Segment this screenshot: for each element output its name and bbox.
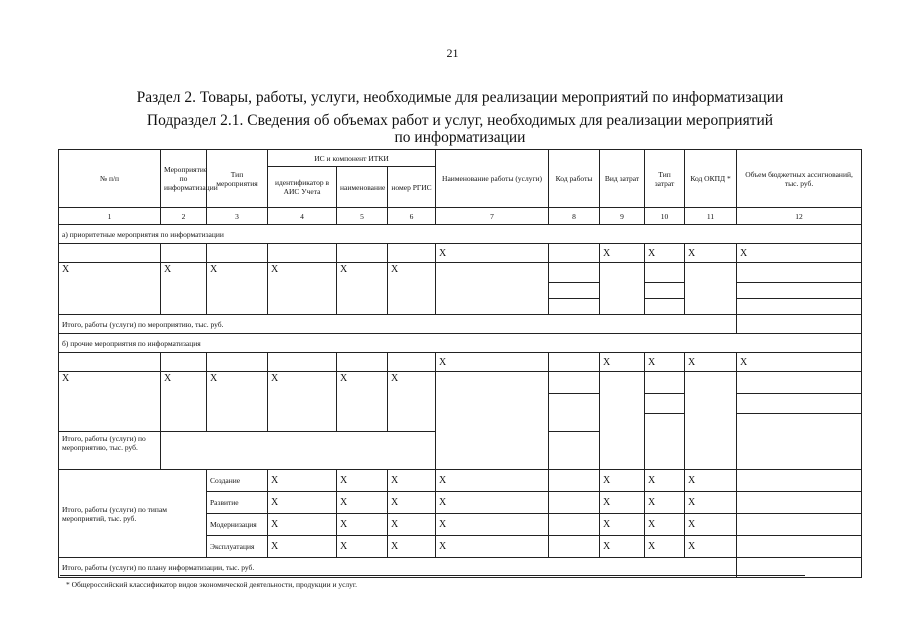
header-cost-type: Вид затрат [600,150,645,208]
event-type-create: Создание [207,470,268,492]
mark-cell: X [436,492,549,514]
subsection-heading-continued: по информатизации [394,129,526,146]
header-event-type: Тип мероприятия [207,150,268,208]
mark-cell: X [685,492,737,514]
col-number: 2 [161,208,207,225]
col-number: 3 [207,208,268,225]
section-a-title: а) приоритетные мероприятия по информатизации [59,225,862,244]
mark-cell: X [337,536,388,558]
mark-cell: X [268,263,337,315]
event-type-develop: Развитие [207,492,268,514]
table-row [59,263,862,283]
mark-cell: X [268,536,337,558]
subsection-heading: Подраздел 2.1. Сведения об объемах работ и услуг, необходимых для реализации мероприятий [146,112,774,129]
col-number: 1 [59,208,161,225]
column-numbers-row [59,208,862,225]
mark-cell: X [161,263,207,315]
col-number: 10 [645,208,685,225]
mark-cell: X [600,244,645,263]
total-per-event-b-label: Итого, работы (услуги) по мероприятию, тыс. руб. [59,432,161,470]
table-row [59,353,862,372]
mark-cell: X [600,353,645,372]
mark-cell: X [337,514,388,536]
table-row [59,372,862,394]
mark-cell: X [436,244,549,263]
header-ais-id: идентификатор в АИС Учета [268,167,337,208]
work-services-table [58,149,862,578]
mark-cell: X [268,372,337,432]
mark-cell: X [436,470,549,492]
col-number: 4 [268,208,337,225]
mark-cell: X [388,372,436,432]
col-number: 11 [685,208,737,225]
mark-cell: X [161,372,207,432]
mark-cell: X [600,470,645,492]
footnote-divider [60,575,805,576]
mark-cell: X [388,263,436,315]
header-work-code: Код работы [549,150,600,208]
mark-cell: X [737,244,862,263]
col-number: 8 [549,208,600,225]
header-num: № п/п [59,150,161,208]
col-number: 9 [600,208,645,225]
col-number: 12 [737,208,862,225]
mark-cell: X [685,244,737,263]
mark-cell: X [645,492,685,514]
mark-cell: X [645,470,685,492]
mark-cell: X [600,536,645,558]
mark-cell: X [436,536,549,558]
mark-cell: X [337,470,388,492]
mark-cell: X [600,514,645,536]
section-heading: Раздел 2. Товары, работы, услуги, необходимые для реализации мероприятий по информатизации [136,89,784,106]
header-is-group: ИС и компонент ИТКИ [268,150,436,167]
mark-cell: X [685,536,737,558]
header-work-name: Наименование работы (услуги) [436,150,549,208]
table-row [59,470,862,492]
header-cost-kind: Тип затрат [645,150,685,208]
mark-cell: X [645,514,685,536]
event-type-operate: Эксплуатация [207,536,268,558]
total-by-types-label: Итого, работы (услуги) по типам мероприятий, тыс. руб. [59,470,207,558]
mark-cell: X [337,372,388,432]
mark-cell: X [645,536,685,558]
section-b-title: б) прочие мероприятия по информатизация [59,334,862,353]
mark-cell: X [645,244,685,263]
mark-cell: X [388,492,436,514]
mark-cell: X [436,353,549,372]
mark-cell: X [207,263,268,315]
mark-cell: X [207,372,268,432]
total-plan-label: Итого, работы (услуги) по плану информатизации, тыс. руб. [59,558,737,578]
footnote: * Общероссийский классификатор видов экономической деятельности, продукции и услуг. [66,580,358,589]
mark-cell: X [268,470,337,492]
mark-cell: X [645,353,685,372]
mark-cell: X [388,514,436,536]
col-number: 7 [436,208,549,225]
mark-cell: X [600,492,645,514]
total-per-event-a-label: Итого, работы (услуги) по мероприятию, тыс. руб. [59,315,737,334]
col-number: 5 [337,208,388,225]
mark-cell: X [388,470,436,492]
mark-cell: X [59,263,161,315]
header-rgis: номер РГИС [388,167,436,208]
mark-cell: X [268,492,337,514]
mark-cell: X [685,514,737,536]
mark-cell: X [685,353,737,372]
mark-cell: X [685,470,737,492]
mark-cell: X [337,492,388,514]
header-name: наименование [337,167,388,208]
mark-cell: X [337,263,388,315]
event-type-modernize: Модернизация [207,514,268,536]
mark-cell: X [268,514,337,536]
mark-cell: X [436,514,549,536]
header-budget: Объем бюджетных ассигнований, тыс. руб. [737,150,862,208]
mark-cell: X [388,536,436,558]
table-row [59,244,862,263]
col-number: 6 [388,208,436,225]
header-event: Мероприятие по информатизации [161,150,207,208]
header-okpd: Код ОКПД * [685,150,737,208]
mark-cell: X [737,353,862,372]
page-number: 21 [446,46,459,60]
mark-cell: X [59,372,161,432]
